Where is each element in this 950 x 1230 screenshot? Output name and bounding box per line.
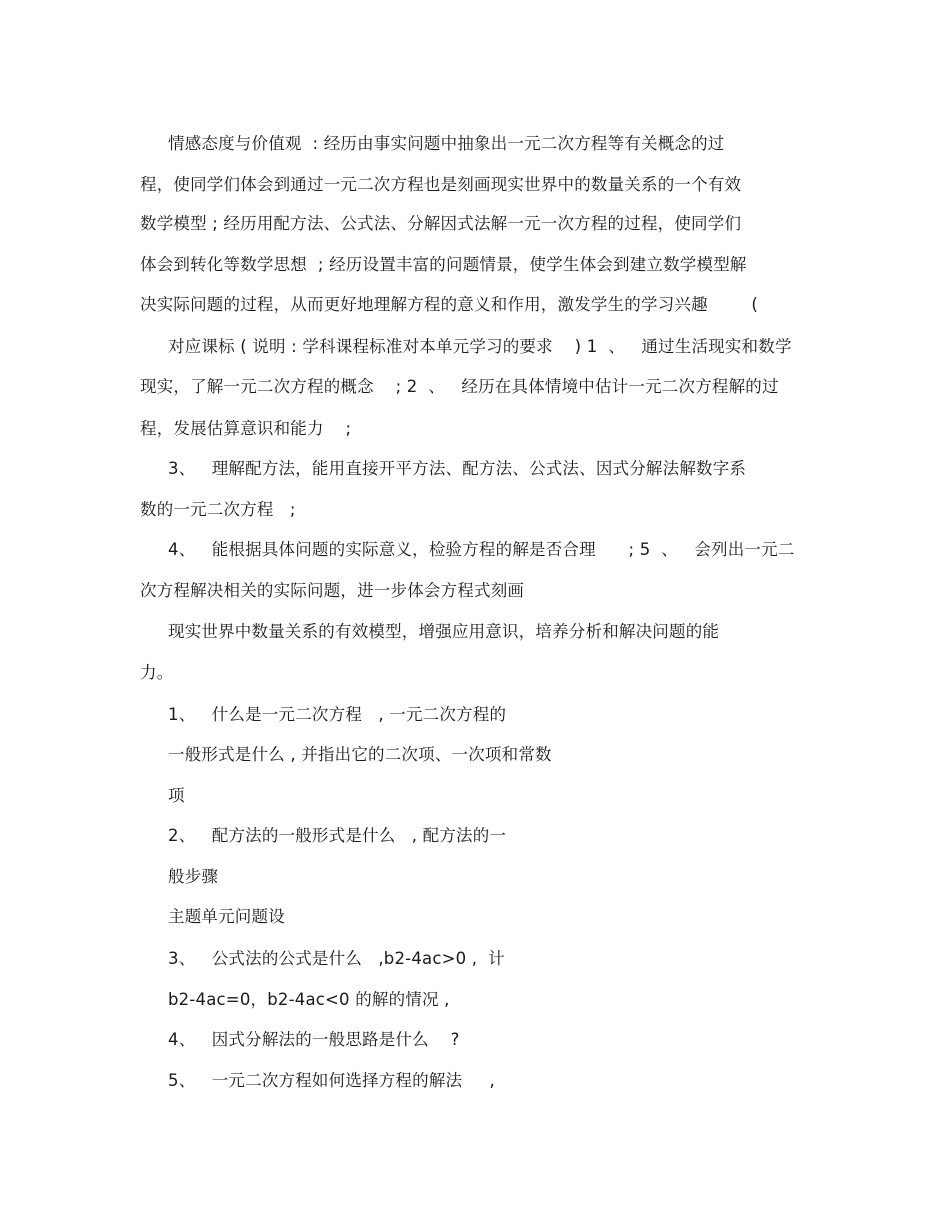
text-line: 主题单元问题设 <box>168 907 285 926</box>
text-line: 情感态度与价值观 : 经历由事实问题中抽象出一元二次方程等有关概念的过 <box>168 134 725 153</box>
text-line: 次方程解决相关的实际问题，进一步体会方程式刻画 <box>140 581 525 600</box>
text-line: 般步骤 <box>168 867 219 886</box>
text-line: 程，发展估算意识和能力 ; <box>140 419 352 438</box>
text-line: 对应课标 ( 说明 : 学科课程标准对本单元学习的要求 ) 1 、 通过生活现实和数学 <box>168 337 792 356</box>
text-line: 力。 <box>140 663 174 682</box>
text-line: 数学模型 ; 经历用配方法、公式法、分解因式法解一元一次方程的过程，使同学们 <box>140 214 742 233</box>
text-line: 2、 配方法的一般形式是什么 , 配方法的一 <box>168 826 507 845</box>
text-line: 一般形式是什么 , 并指出它的二次项、一次项和常数 <box>168 745 552 764</box>
text-line: 4、 能根据具体问题的实际意义，检验方程的解是否合理 ; 5 、 会列出一元二 <box>168 540 795 559</box>
text-line: 项 <box>168 786 185 805</box>
text-line: b2-4ac=0，b2-4ac<0 的解的情况 , <box>168 990 450 1009</box>
text-line: 3、 理解配方法，能用直接开平方法、配方法、公式法、因式分解法解数字系 <box>168 459 747 478</box>
text-line: 体会到转化等数学思想 ; 经历设置丰富的问题情景，使学生体会到建立数学模型解 <box>140 255 747 274</box>
text-line: 决实际问题的过程，从而更好地理解方程的意义和作用，激发学生的学习兴趣 ( <box>140 295 758 314</box>
text-line: 5、 一元二次方程如何选择方程的解法 , <box>168 1071 495 1090</box>
text-line: 3、 公式法的公式是什么 ,b2-4ac>0 , 计 <box>168 949 505 968</box>
text-line: 现实世界中数量关系的有效模型，增强应用意识，培养分析和解决问题的能 <box>168 622 720 641</box>
text-line: 1、 什么是一元二次方程 , 一元二次方程的 <box>168 705 507 724</box>
text-line: 4、 因式分解法的一般思路是什么 ? <box>168 1030 460 1049</box>
text-line: 程，使同学们体会到通过一元二次方程也是刻画现实世界中的数量关系的一个有效 <box>140 175 742 194</box>
text-line: 数的一元二次方程 ; <box>140 500 296 519</box>
text-line: 现实，了解一元二次方程的概念 ; 2 、 经历在具体情境中估计一元二次方程解的过 <box>140 377 779 396</box>
